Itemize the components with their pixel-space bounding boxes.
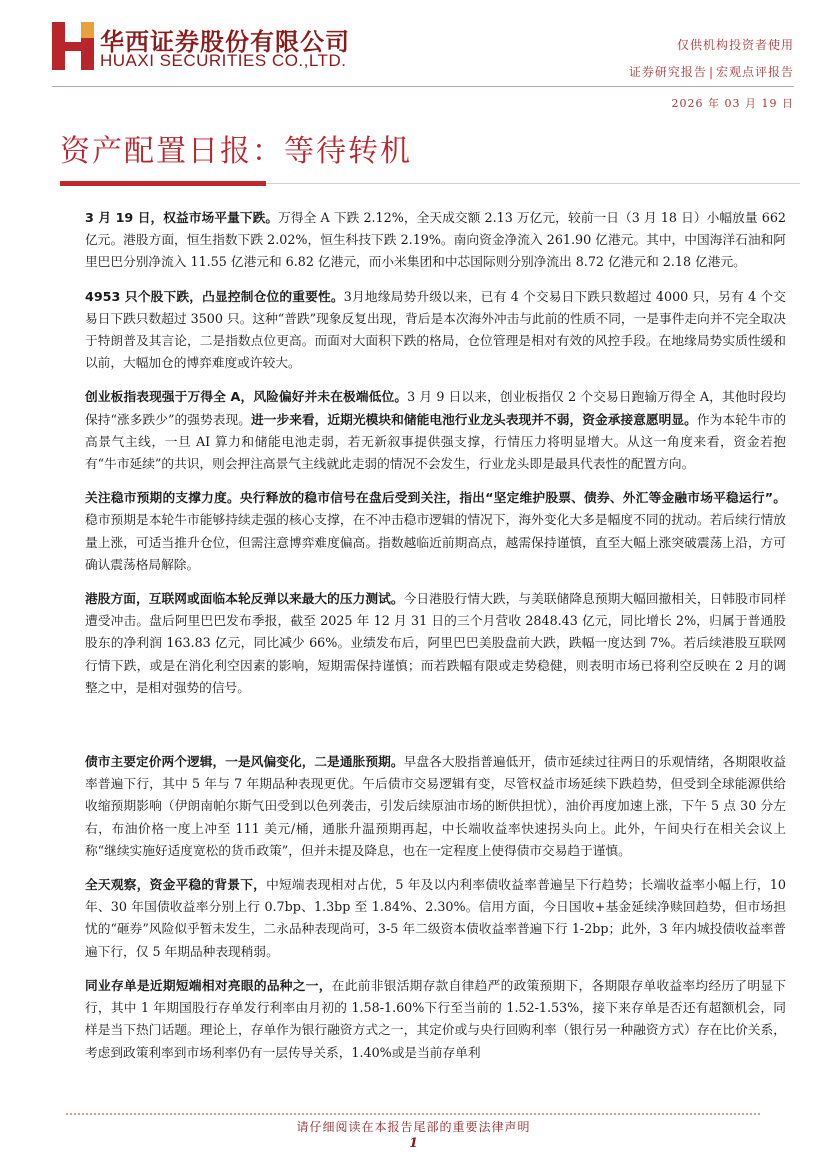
paragraph-hk-stocks	[85, 588, 786, 699]
paragraph-equity-market	[85, 207, 786, 274]
paragraph-text: 今日港股行情大跌，与美联储降息预期大幅回撤相关，日韩股市同样遭受冲击。盘后阿里巴巴发布季报，截至 2025 年 12 月 31 日的三个月营收 2848.43 亿元，同比增长 2%，归属于普通股股东的净利润 163.83 亿元，同比减少 66%。业绩发布后，阿里巴巴美股盘前大跌，跌幅一度达到 7%。若后续港股互联网行情下跌，或是在消化利空因素的影响，短期需保持谨慎；而若跌幅有限或走势稳健，则表明市场已将利空反映在 2 月的调整之中，是相对强势的信号。	[85, 591, 787, 695]
paragraph-lead: 关注稳市预期的支撑力度。央行释放的稳市信号在盘后受到关注，指出“坚定维护股票、债券、外汇等金融市场平稳运行”。	[85, 490, 786, 506]
paragraph-lead: 3 月 19 日，权益市场平量下跌。	[85, 210, 279, 225]
company-name-en: HUAXI SECURITIES CO.,LTD.	[100, 51, 347, 70]
footer-divider	[66, 1113, 761, 1115]
company-logo	[52, 22, 94, 70]
paragraph-position-control	[85, 286, 786, 375]
report-subtype: 宏观点评报告	[715, 65, 794, 79]
paragraph-chinext	[85, 386, 786, 475]
paragraph-ncd	[85, 975, 786, 1064]
paragraph-text: 中短端表现相对占优，5 年及以内利率债收益率普遍呈下行趋势；长端收益率小幅上行，10 年、30 年国债收益率分别上行 0.7bp、1.3bp 至 1.84%、2.30%。信用方面，今日国收+基金延续净赎回趋势，但市场担忧的“砸券”风险似乎暂未发生，二永品种表现尚可，3-5 年二级资本债收益率普遍下行 1-2bp；此外，3 年内城投债收益率普遍下行，仅 5 年期品种表现稍弱。	[85, 877, 787, 959]
paragraph-lead: 4953 只个股下跌，凸显控制仓位的重要性。	[85, 288, 344, 304]
legal-notice: 请仔细阅读在本报告尾部的重要法律声明	[296, 1120, 531, 1134]
title-underline	[266, 183, 800, 184]
paragraph-lead: 港股方面，互联网或面临本轮反弹以来最大的压力测试。	[85, 591, 404, 607]
paragraph-lead: 全天观察，资金平稳的背景下，	[85, 877, 267, 893]
paragraph-lead: 债市主要定价两个逻辑，一是风偏变化，二是通胀预期。	[85, 754, 404, 770]
paragraph-text-secondary: 作为本轮牛市的高景气主线，一旦 AI 算力和储能电池走弱，若无新叙事提供强支撑，行情压力将明显增大。从这一角度来看，资金若抱有“牛市延续”的共识，则会押注高景气主线就此走弱的情况不会发生，行业龙头即是最具代表性的配置方向。	[85, 411, 787, 472]
paragraph-text: 早盘各大股指普遍低开，债市延续过往两日的乐观情绪，各期限收益率普遍下行，其中 5 年与 7 年期品种表现更优。午后债市交易逻辑有变，尽管权益市场延续下跌趋势，但受到全球能源供给收缩预期影响（伊朗南帕尔斯气田受到以色列袭击，引发后续原油市场的断供担忧），油价再度加速上涨，下午 5 点 30 分左右，布油价格一度上冲至 111 美元/桶，通胀升温预期再起，中长端收益率快速拐头向上。此外，午间央行在相关会议上称“继续实施好适度宽松的货币政策”，但并未提及降息，也在一定程度上使得债市交易趋于谨慎。	[85, 754, 787, 858]
report-category	[629, 63, 794, 80]
report-date: 2026 年 03 月 19 日	[671, 97, 794, 110]
report-body	[85, 207, 786, 1076]
paragraph-lead-secondary: 进一步来看，近期光模块和储能电池行业龙头表现并不弱，资金承接意愿明显。	[250, 411, 697, 427]
report-type: 证券研究报告	[628, 65, 707, 79]
header-divider	[52, 86, 794, 87]
section-gap	[85, 711, 786, 751]
paragraph-text: 万得全 A 下跌 2.12%，全天成交额 2.13 万亿元，较前一日（3 月 18 日）小幅放量 662 亿元。港股方面，恒生指数下跌 2.02%，恒生科技下跌 2.19%。南向资金净流入 261.90 亿港元。其中，中国海洋石油和阿里巴巴分别净流入 11.55 亿港元和 6.82 亿港元，而小米集团和中芯国际则分别净流出 8.72 亿港元和 2.18 亿港元。	[85, 210, 786, 270]
paragraph-text: 3月地缘局势升级以来，已有 4 个交易日下跌只数超过 4000 只，另有 4 个交易日下跌只数超过 3500 只。这种“普跌”现象反复出现，背后是本次海外冲击与此前的性质不同，一是事件走向并不完全取决于特朗普及其言论，二是指数点位更高。而面对大面积下跌的格局，仓位管理是相对有效的风控手段。在地缘局势实质性缓和以前，大幅加仓的博弈难度或许较大。	[85, 288, 786, 371]
category-separator: |	[708, 65, 714, 79]
page-number: 1	[408, 1136, 419, 1151]
paragraph-lead: 创业板指表现强于万得全 A，风险偏好并未在极端低位。	[85, 389, 408, 405]
title-accent-bar	[60, 181, 266, 186]
paragraph-lead: 同业存单是近期短端相对亮眼的品种之一，	[85, 977, 332, 993]
paragraph-text: 3 月 9 日以来，创业板指仅 2 个交易日跑输万得全 A，其他时段均保持“涨多跌少”的强势表现。	[85, 389, 786, 427]
paragraph-text: 在此前非银活期存款自律趋严的政策预期下，各期限存单收益率均经历了明显下行，其中 1 年期国股行存单发行利率由月初的 1.58-1.60%下行至当前的 1.52-1.53%，接下来存单是否还有超额机会，同样是当下热门话题。理论上，存单作为银行融资方式之一，其定价或与央行回购利率（银行另一种融资方式）存在比价关系，考虑到政策利率到市场利率仍有一层传导关系，1.40%或是当前存单利	[85, 977, 787, 1060]
huaxi-logo-icon	[52, 22, 94, 70]
audience-note: 仅供机构投资者使用	[676, 38, 794, 52]
paragraph-stability-expectation	[85, 487, 786, 576]
company-name-cn: 华西证券股份有限公司	[100, 28, 350, 56]
paragraph-text: 稳市预期是本轮牛市能够持续走强的核心支撑，在不冲击稳市逻辑的情况下，海外变化大多是幅度不同的扰动。若后续行情放量上涨，可适当推升仓位，但需注意博弈难度偏高。指数越临近前期高点，越需保持谨慎，直至大幅上涨突破震荡上沿，方可确认震荡格局解除。	[85, 512, 786, 572]
paragraph-daily-observation	[85, 874, 786, 963]
page-title: 资产配置日报：等待转机	[60, 134, 412, 169]
paragraph-bond-pricing	[85, 751, 786, 862]
